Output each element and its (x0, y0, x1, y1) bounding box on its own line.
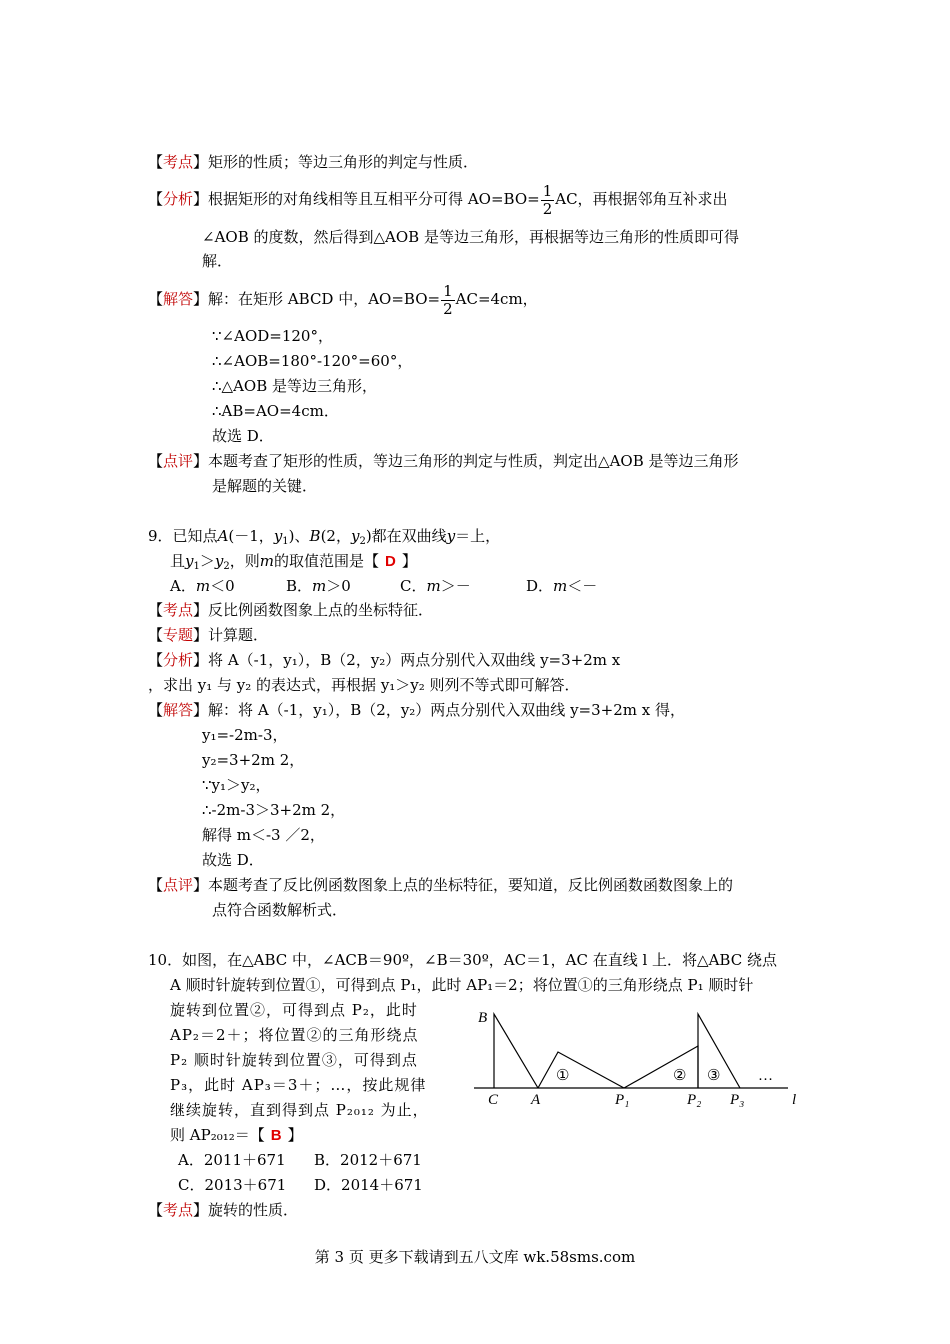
q9-kaodian: 【考点】反比例函数图象上点的坐标特征． (148, 601, 434, 619)
q10-answer: B (270, 1127, 282, 1144)
rotation-figure (470, 1000, 810, 1115)
q9-jieda-line-7: 故选 D． (202, 851, 264, 869)
q10-line-3: 旋转到位置②，可得到点 P₂，此时 (170, 1001, 418, 1019)
jieda-tag: 解答 (163, 290, 194, 308)
q9-jieda-line-5: ∴-2m-3＞3+2m 2， (202, 801, 346, 819)
q10-line-1: 10．如图，在△ABC 中，∠ACB＝90º，∠B＝30º，AC＝1，AC 在直线 l 上．将△ABC 绕点 (148, 951, 777, 969)
q10-line-2: A 顺时针旋转到位置①，可得到点 P₁，此时 AP₁＝2；将位置①的三角形绕点 P₁ 顺时针 (170, 976, 754, 994)
q10-line-6: P₃，此时 AP₃＝3＋；…，按此规律 (170, 1076, 427, 1094)
q10-line-8: 则 AP₂₀₁₂＝【 B 】 (170, 1126, 303, 1144)
fenxi-line-3: 解． (202, 252, 233, 270)
jieda-line-4: ∴△AOB 是等边三角形， (212, 377, 378, 395)
label-C: C (488, 1092, 499, 1108)
q10-kaodian: 【考点】旋转的性质． (148, 1201, 299, 1219)
q10-line-4: AP₂＝2＋；将位置②的三角形绕点 (170, 1026, 419, 1044)
q9-jieda-line-3: y₂=3+2m 2， (202, 751, 305, 769)
jieda-line-6: 故选 D． (212, 427, 274, 445)
q10-option-c: C．2013＋671 (178, 1176, 287, 1194)
fenxi-line-2: ∠AOB 的度数，然后得到△AOB 是等边三角形，再根据等边三角形的性质即可得 (202, 228, 739, 246)
kaodian-tag: 考点 (163, 153, 194, 171)
jieda-row-1: 【解答】解：在矩形 ABCD 中，AO=BO= $\frac{1}{2}$ AC=4cm， (148, 281, 538, 318)
triangle-position-2 (624, 1046, 698, 1088)
q10-option-a: A．2011＋671 (178, 1151, 286, 1169)
q9-option-d: D．m＜－ (526, 577, 598, 595)
label-P1: P₁ (615, 1092, 630, 1108)
kaodian-row-1: 【考点】矩形的性质；等边三角形的判定与性质． (148, 153, 479, 171)
triangle-position-1 (538, 1052, 624, 1088)
q9-dianping: 【点评】本题考查了反比例函数图象上点的坐标特征，要知道，反比例函数函数图象上的 (148, 876, 734, 894)
kaodian-text: 矩形的性质；等边三角形的判定与性质． (208, 153, 479, 171)
label-l: l (792, 1092, 797, 1108)
label-P2: P₂ (687, 1092, 702, 1108)
fenxi-text-a: 根据矩形的对角线相等且互相平分可得 AO=BO= (208, 190, 540, 208)
q9-stem: 9．已知点A(－1，$y_1$)、B(2，$y_2$)都在双曲线y＝上， (148, 527, 501, 547)
q9-option-c: C．m＞－ (400, 577, 471, 595)
ellipsis-label: … (758, 1068, 773, 1084)
q9-fenxi: 【分析】将 A（-1，y₁），B（2，y₂）两点分别代入双曲线 y=3+2m x (148, 651, 621, 669)
q9-answer: D (385, 553, 396, 570)
label-B: B (478, 1010, 488, 1026)
q9-stem-line-2: 且$y_1>y_2$，则m的取值范围是【 D 】 (170, 552, 417, 572)
fenxi-tag: 分析 (163, 190, 194, 208)
q10-line-7: 继续旋转，直到得到点 P₂₀₁₂ 为止， (170, 1101, 429, 1119)
q9-jieda-line-2: y₁=-2m-3， (202, 726, 288, 744)
q10-option-d: D．2014＋671 (314, 1176, 423, 1194)
jieda-text-a: 解：在矩形 ABCD 中，AO=BO= (208, 290, 441, 308)
q9-fenxi-line-2: ，求出 y₁ 与 y₂ 的表达式，再根据 y₁＞y₂ 则列不等式即可解答． (148, 676, 580, 694)
q9-zhuanti: 【专题】计算题． (148, 626, 269, 644)
triangle-original (494, 1014, 538, 1088)
circle-3-label: ③ (707, 1068, 721, 1084)
fraction-one-half: $\frac{1}{2}$ (542, 181, 553, 218)
dianping-text: 本题考查了矩形的性质，等边三角形的判定与性质，判定出△AOB 是等边三角形 (208, 452, 739, 470)
q10-option-b: B．2012＋671 (314, 1151, 422, 1169)
jieda-line-5: ∴AB=AO=4cm． (212, 402, 339, 420)
fenxi-row-1: 【分析】根据矩形的对角线相等且互相平分可得 AO=BO= $\frac{1}{2}$ AC，再根据邻角互补求出 (148, 181, 728, 218)
q9-jieda: 【解答】解：将 A（-1，y₁），B（2，y₂）两点分别代入双曲线 y=3+2m x 得， (148, 701, 685, 719)
fenxi-text-b: AC，再根据邻角互补求出 (555, 190, 728, 208)
q9-jieda-line-6: 解得 m＜-3 ／2， (202, 826, 325, 844)
q9-dianping-line-2: 点符合函数解析式． (212, 901, 348, 919)
jieda-line-2: ∵∠AOD=120°， (212, 327, 333, 345)
label-P3: P₃ (730, 1092, 745, 1108)
fraction-one-half-2: $\frac{1}{2}$ (443, 281, 453, 318)
q9-option-a: A．m＜0 (170, 577, 235, 595)
dianping-line-2: 是解题的关键． (212, 477, 318, 495)
q9-option-b: B．m＞0 (286, 577, 351, 595)
dianping-row-1: 【点评】本题考查了矩形的性质，等边三角形的判定与性质，判定出△AOB 是等边三角形 (148, 452, 739, 470)
q9-jieda-line-4: ∵y₁＞y₂， (202, 776, 271, 794)
label-A: A (531, 1092, 541, 1108)
jieda-text-b: AC=4cm， (455, 290, 538, 308)
q10-line-5: P₂ 顺时针旋转到位置③，可得到点 (170, 1051, 418, 1069)
page-footer: 第 3 页 更多下载请到五八文库 wk.58sms.com (314, 1248, 636, 1266)
dianping-tag: 点评 (163, 452, 194, 470)
jieda-line-3: ∴∠AOB=180°-120°=60°， (212, 352, 413, 370)
circle-2-label: ② (673, 1068, 687, 1084)
circle-1-label: ① (556, 1068, 570, 1084)
